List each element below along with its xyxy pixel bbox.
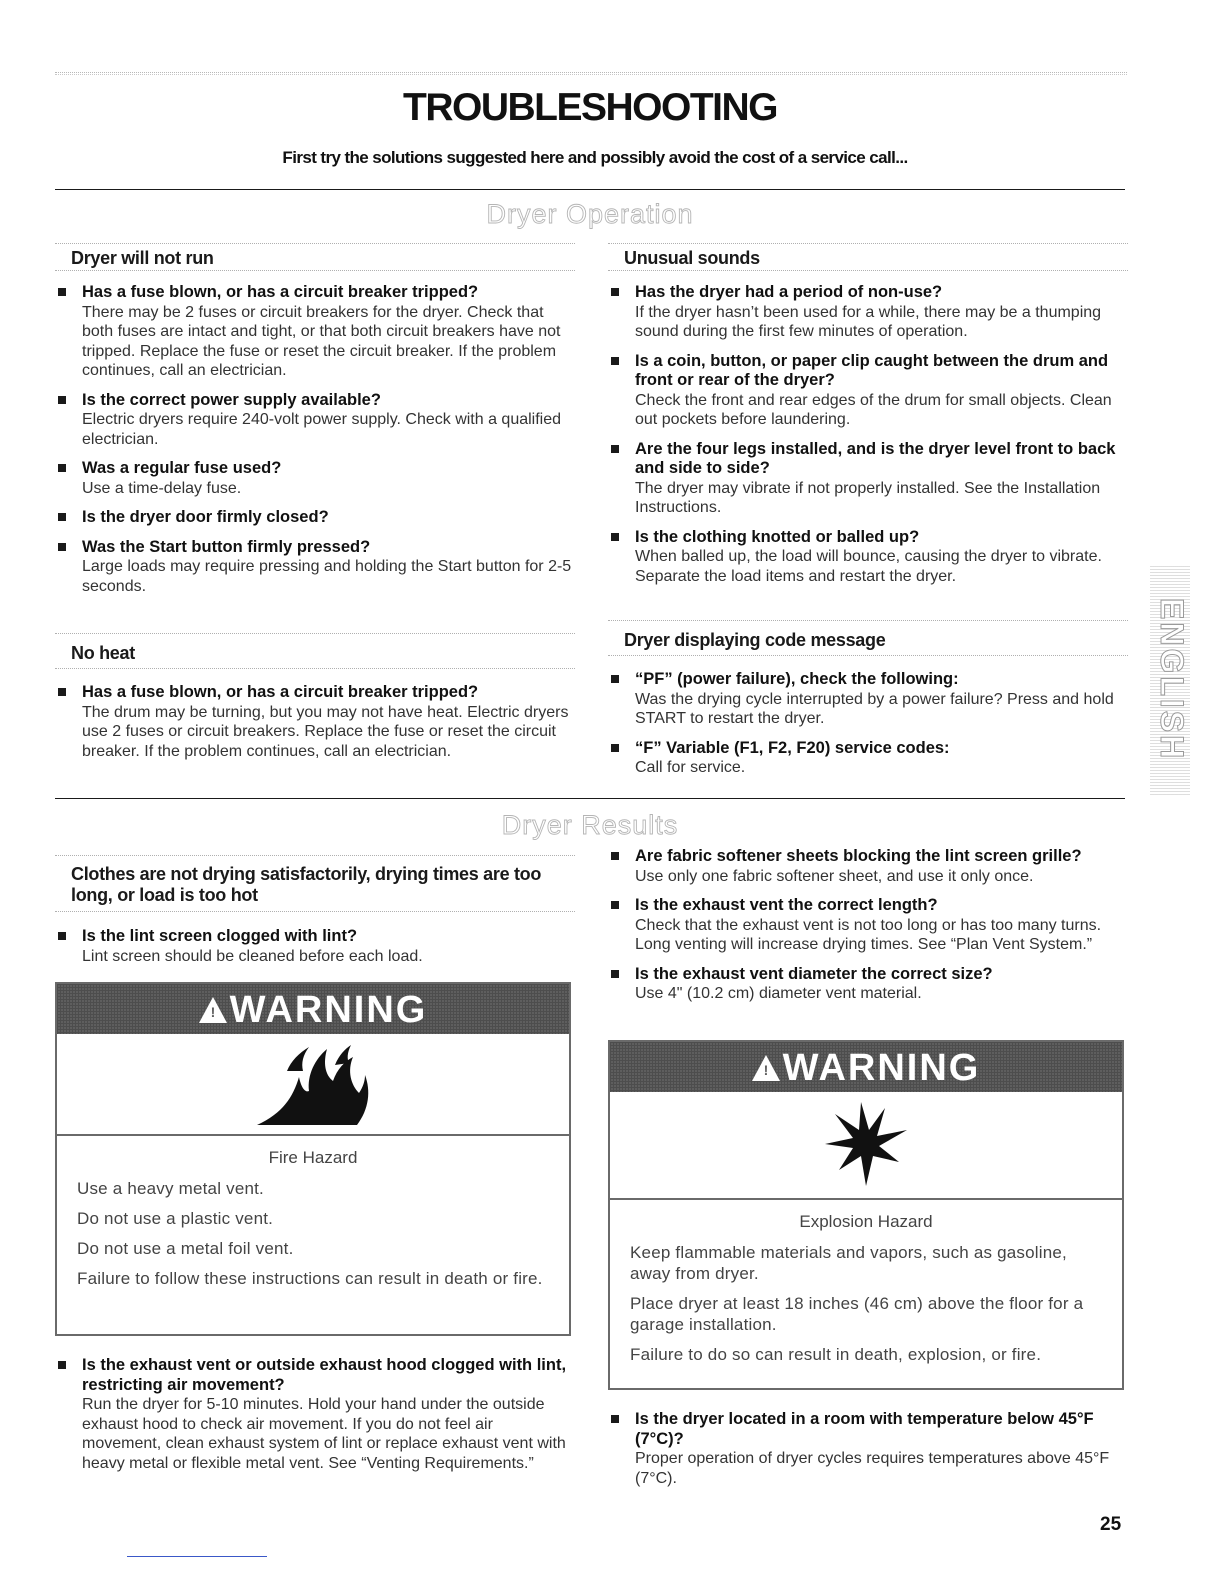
bullet-icon (611, 533, 619, 541)
unusual-sounds-list (608, 283, 1128, 586)
list-item: Is the correct power supply available? Electric dryers require 240-volt power supply. Check with a qualified electrician. (55, 391, 575, 450)
list-item: Was a regular fuse used? Use a time-delay fuse. (55, 459, 575, 498)
bullet-icon (58, 288, 66, 296)
warning-triangle-icon: ! (752, 1055, 780, 1081)
explosion-icon (610, 1092, 1122, 1200)
results-right-list-bottom (608, 1410, 1128, 1488)
list-item: Is a coin, button, or paper clip caught between the drum and front or rear of the dryer? Check the front and rear edges of the drum for small objects. Clean out pockets before laundering. (608, 352, 1128, 430)
page-subtitle: First try the solutions suggested here and possibly avoid the cost of a service call... (282, 148, 908, 167)
bullet-icon (611, 357, 619, 365)
warning-triangle-icon: ! (199, 997, 227, 1023)
no-heat-block (55, 633, 575, 771)
warning-banner (57, 984, 569, 1034)
code-message-list (608, 670, 1128, 778)
no-heat-list (55, 683, 575, 761)
warning-banner (610, 1042, 1122, 1092)
list-item: Was the Start button firmly pressed? Large loads may require pressing and holding the Start button for 2-5 seconds. (55, 538, 575, 597)
unusual-sounds-title: Unusual sounds (608, 243, 1128, 273)
bullet-icon (58, 1361, 66, 1369)
list-item: Has a fuse blown, or has a circuit breaker tripped? There may be 2 fuses or circuit breakers for the dryer. Check that both fuses are intact and tight, or that both circuit breakers have not tripped. Replace the fuse or reset the circuit breaker. If the problem continues, call an electrician. (55, 283, 575, 381)
bullet-icon (611, 744, 619, 752)
bullet-icon (611, 852, 619, 860)
bullet-icon (611, 901, 619, 909)
language-side-tab-label: ENGLISH (1154, 598, 1190, 762)
bullet-icon (58, 932, 66, 940)
code-message-title: Dryer displaying code message (608, 620, 1128, 658)
list-item: Is the exhaust vent or outside exhaust hood clogged with lint, restricting air movement? Run the dryer for 5-10 minutes. Hold your hand under the outside exhaust hood to check air movement. If you do not feel air movement, clean exhaust system of lint or replace exhaust vent with heavy metal or flexible metal vent. See “Venting Requirements.” (55, 1356, 575, 1473)
fire-hazard-warning (55, 982, 571, 1336)
list-item: Is the lint screen clogged with lint? Lint screen should be cleaned before each load. (55, 927, 575, 966)
page-title: TROUBLESHOOTING (403, 86, 777, 129)
results-right-list-top (608, 847, 1128, 1004)
list-item: Is the exhaust vent the correct length? Check that the exhaust vent is not too long or has too many turns. Long venting will increase drying times. See “Plan Vent System.” (608, 896, 1128, 955)
dryer-will-not-run-block (55, 243, 575, 606)
fire-icon (57, 1034, 569, 1136)
hazard-name: Explosion Hazard (799, 1212, 933, 1231)
list-item: “PF” (power failure), check the following: Was the drying cycle interrupted by a power failure? Press and hold START to restart the dryer. (608, 670, 1128, 729)
section-heading-dryer-results: Dryer Results (501, 810, 679, 840)
code-message-block (608, 620, 1128, 788)
no-heat-title: No heat (55, 633, 575, 671)
warning-text: Explosion Hazard Keep flammable materials and vapors, such as gasoline, away from dryer. Place dryer at least 18 inches (46 cm) above the floor for a garage installation. Failure to do so can result in death, explosion, or fire. (610, 1200, 1122, 1382)
list-item: “F” Variable (F1, F2, F20) service codes: Call for service. (608, 739, 1128, 778)
bullet-icon (58, 543, 66, 551)
temperature-block (608, 1410, 1128, 1498)
list-item: Has a fuse blown, or has a circuit breaker tripped? The drum may be turning, but you may not have heat. Electric dryers use 2 fuses or circuit breakers. Replace the fuse or reset the circuit breaker. If the problem continues, call an electrician. (55, 683, 575, 761)
header-rule (55, 189, 1125, 190)
footer-line (127, 1556, 267, 1557)
dryer-will-not-run-title: Dryer will not run (55, 243, 575, 273)
bullet-icon (611, 445, 619, 453)
bullet-icon (611, 970, 619, 978)
list-item: Are the four legs installed, and is the dryer level front to back and side to side? The dryer may vibrate if not properly installed. See the Installation Instructions. (608, 440, 1128, 518)
top-dotted-rule (55, 72, 1127, 75)
list-item: Is the dryer door firmly closed? (55, 508, 575, 528)
bullet-icon (611, 288, 619, 296)
results-right-block (608, 847, 1128, 1014)
warning-label: ! WARNING (191, 987, 436, 1034)
bullet-icon (611, 1415, 619, 1423)
list-item: Are fabric softener sheets blocking the lint screen grille? Use only one fabric softener sheet, and use it only once. (608, 847, 1128, 886)
exhaust-hood-block (55, 1356, 575, 1483)
hazard-name: Fire Hazard (268, 1148, 358, 1167)
section-divider-rule (55, 798, 1125, 799)
bullet-icon (611, 675, 619, 683)
dryer-will-not-run-list (55, 283, 575, 596)
not-drying-title: Clothes are not drying satisfactorily, drying times are too long, or load is too hot (55, 855, 575, 914)
not-drying-list-bottom (55, 1356, 575, 1473)
warning-text: Fire Hazard Use a heavy metal vent. Do not use a plastic vent. Do not use a metal foil vent. Failure to follow these instructions can result in death or fire. (57, 1136, 569, 1306)
unusual-sounds-block (608, 243, 1128, 596)
page-number: 25 (1100, 1514, 1122, 1535)
list-item: Has the dryer had a period of non-use? If the dryer hasn’t been used for a while, there may be a thumping sound during the first few minutes of operation. (608, 283, 1128, 342)
bullet-icon (58, 688, 66, 696)
not-drying-list-top (55, 927, 575, 966)
bullet-icon (58, 464, 66, 472)
bullet-icon (58, 513, 66, 521)
warning-label: ! WARNING (744, 1045, 989, 1092)
list-item: Is the dryer located in a room with temperature below 45°F (7°C)? Proper operation of dryer cycles requires temperatures above 45°F (7°C). (608, 1410, 1128, 1488)
bullet-icon (58, 396, 66, 404)
explosion-hazard-warning (608, 1040, 1124, 1390)
not-drying-block (55, 855, 575, 976)
section-heading-dryer-operation: Dryer Operation (486, 199, 694, 229)
list-item: Is the exhaust vent diameter the correct size? Use 4" (10.2 cm) diameter vent material. (608, 965, 1128, 1004)
list-item: Is the clothing knotted or balled up? When balled up, the load will bounce, causing the dryer to vibrate. Separate the load items and restart the dryer. (608, 528, 1128, 587)
